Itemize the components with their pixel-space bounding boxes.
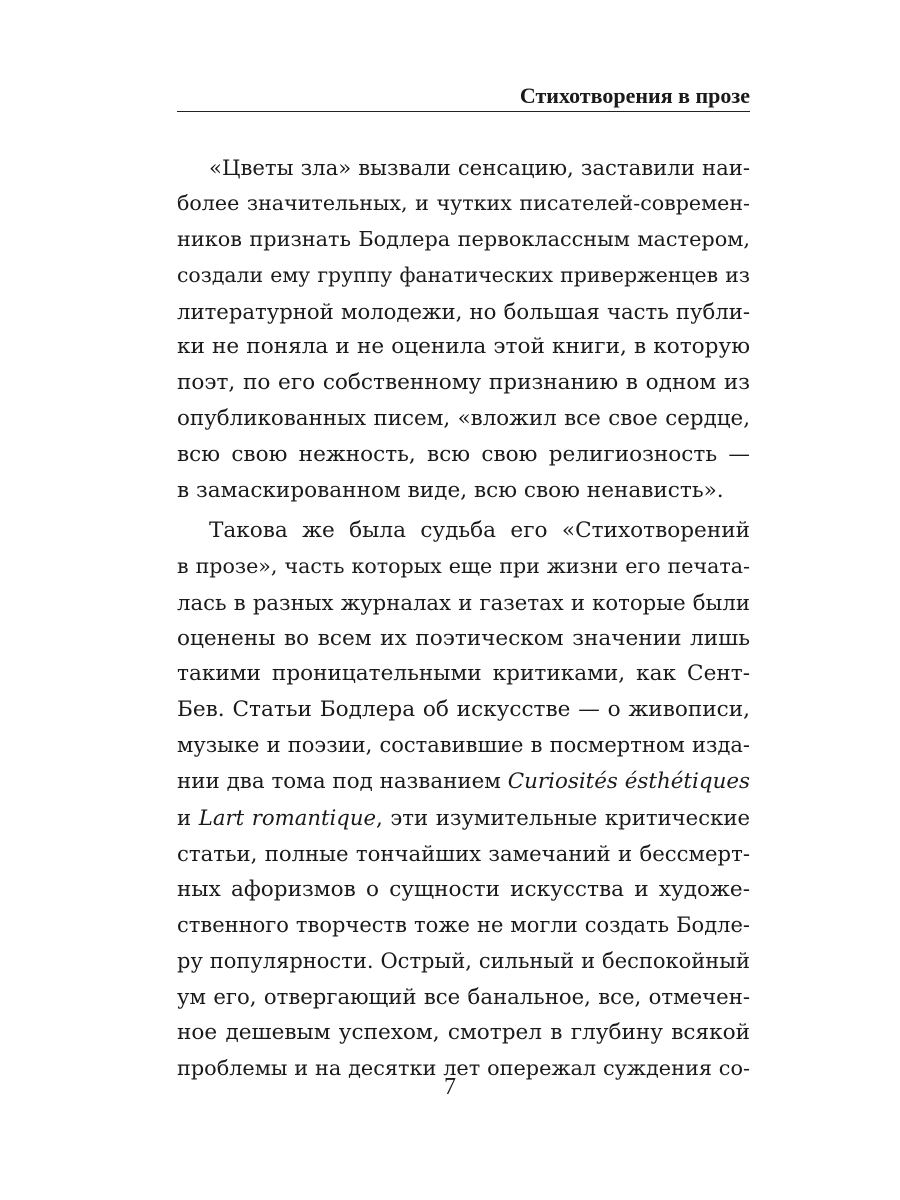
text-line: лась в разных журналах и газетах и которые были [177, 589, 750, 615]
running-head [177, 82, 750, 112]
running-title: Стихотворения в прозе [519, 83, 750, 108]
text-line-with-title [177, 800, 750, 836]
text-fragment: , эти изумительные критические [376, 805, 750, 831]
text-line: ум его, отвергающий все банальное, все, отмечен- [177, 984, 750, 1010]
text-line: литературной молодежи, но большая часть публи- [177, 298, 750, 324]
text-line: ников признать Бодлера первоклассным мастером, [177, 226, 750, 251]
text-fragment: и [177, 805, 192, 831]
text-line: более значительных, и чутких писателей-современ- [177, 190, 750, 215]
text-line: оценены во всем их поэтическом значении лишь [177, 625, 750, 651]
text-line: создали ему группу фанатических приверженцев из [177, 262, 750, 287]
text-line-with-title [177, 764, 750, 800]
text-line: поэт, по его собственному признанию в одном из [177, 370, 750, 396]
book-title-italic: Curiosités ésthétiques [507, 769, 750, 795]
text-fragment: нии два тома под названием [177, 769, 501, 795]
text-line: ное дешевым успехом, смотрел в глубину всякой [177, 1020, 750, 1046]
text-line: такими проницательными критиками, как Сент- [177, 661, 750, 687]
text-line: ных афоризмов о сущности искусства и художе- [177, 876, 750, 902]
body-text [177, 150, 750, 1087]
page-number: 7 [444, 1074, 456, 1100]
book-title-italic: Lart romantique [198, 805, 377, 831]
paragraph-2 [177, 513, 750, 1087]
text-line: всю свою нежность, всю свою религиозность — [177, 442, 750, 468]
text-line: Бев. Статьи Бодлера об искусстве — о живописи, [177, 697, 750, 723]
text-line: ственного творчеств тоже не могли создать Бодле- [177, 912, 750, 937]
text-line: ру популярности. Острый, сильный и беспокойный [177, 948, 750, 973]
text-line: ки не поняла и не оценила этой книги, в которую [177, 334, 750, 360]
text-line: музыке и поэзии, составившие в посмертном изда- [177, 733, 750, 758]
text-line: проблемы и на десятки лет опережал суждения со- [177, 1056, 750, 1081]
text-line: статьи, полные тончайших замечаний и бессмерт- [177, 840, 750, 866]
text-line: «Цветы зла» вызвали сенсацию, заставили наи- [209, 155, 750, 180]
text-line: опубликованных писем, «вложил все свое сердце, [177, 406, 750, 432]
paragraph-1 [177, 150, 750, 509]
text-line: в замаскированном виде, всю свою ненависть». [177, 478, 724, 504]
text-line: Такова же была судьба его «Стихотворений [209, 517, 750, 543]
text-line: в прозе», часть которых еще при жизни его печата- [177, 553, 750, 578]
